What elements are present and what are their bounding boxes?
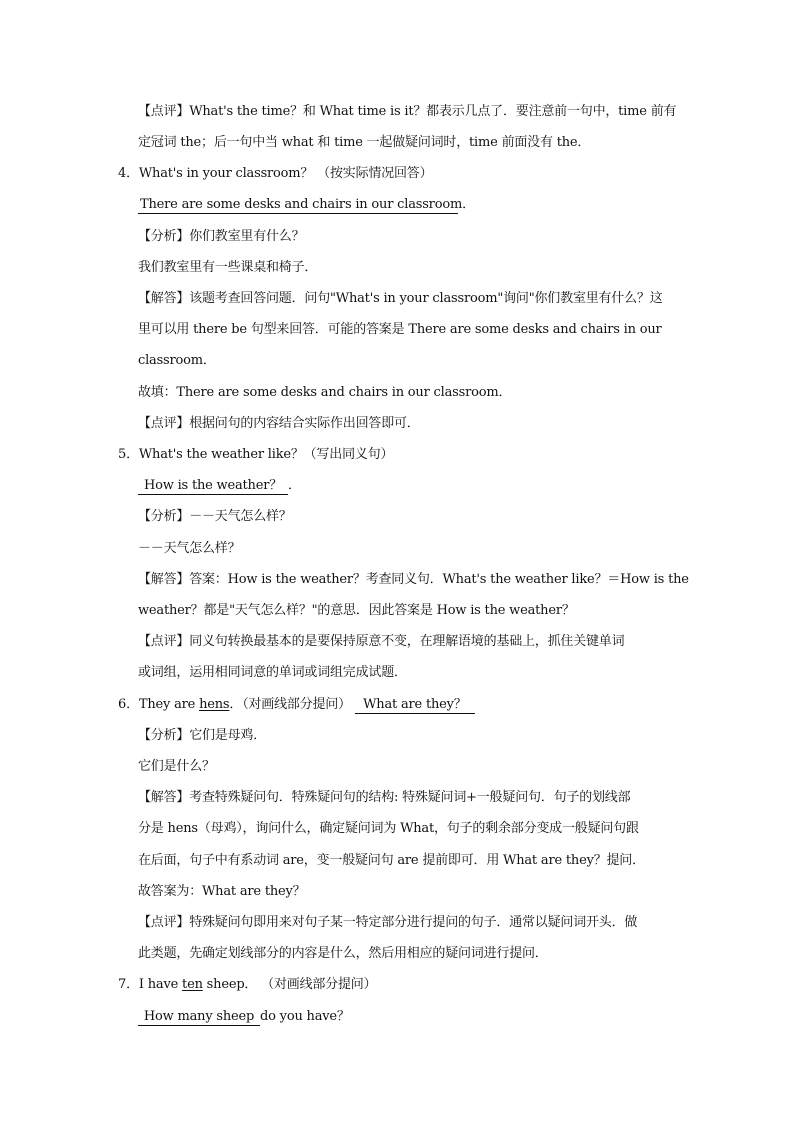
comment-line-cont: 或词组，运用相同词意的单词或词组完成试题． (138, 665, 407, 680)
analysis-line-cont: 我们教室里有一些课桌和椅子． (138, 260, 318, 275)
fill-answer: 故答案为：What are they？ (138, 884, 306, 899)
solution-line: 【解答】答案：How is the weather？考查同义句．What's the weather like？＝How is the (138, 572, 689, 587)
comment-line: 【点评】What's the time？和 What time is it？都表示几点了．要注意前一句中，time 前有 (138, 104, 677, 119)
answer-tail: do you have？ (260, 1009, 350, 1024)
question-5: 5．What's the weather like？（写出同义句） (118, 447, 394, 462)
underlined-word: ten (182, 977, 203, 992)
solution-line-cont: 在后面，句子中有系动词 are，变一般疑问句 are 提前即可．用 What are they？提问． (138, 853, 645, 868)
solution-line: 【解答】该题考查回答问题．问句"What's in your classroom"询问"你们教室里有什么？这 (138, 291, 663, 306)
question-4: 4．What's in your classroom？ （按实际情况回答） (118, 166, 433, 181)
question-text: 7．I have (118, 977, 183, 992)
solution-line-cont: classroom． (138, 353, 216, 368)
analysis-line-cont: 它们是什么？ (138, 759, 215, 774)
question-7 (118, 976, 376, 994)
comment-line-cont: 定冠词 the；后一句中当 what 和 time 一起做疑问词时，time 前面没有 the． (138, 135, 591, 150)
solution-line-cont: weather？都是"天气怎么样？"的意思．因此答案是 How is the weather？ (138, 603, 575, 618)
answer-blank: How many sheep (138, 1009, 260, 1026)
solution-line-cont: 分是 hens（母鸡），询问什么，确定疑问词为 What，句子的剩余部分变成一般疑问句跟 (138, 821, 639, 836)
analysis-line: 【分析】你们教室里有什么？ (138, 229, 305, 244)
question-text: 6．They are (118, 697, 200, 712)
solution-line-cont: 里可以用 there be 句型来回答．可能的答案是 There are some desks and chairs in our (138, 322, 662, 337)
underlined-word: hens (199, 697, 230, 712)
answer-blank: How is the weather？ (138, 478, 288, 495)
answer-blank: What are they？ (355, 697, 475, 714)
comment-line: 【点评】特殊疑问句即用来对句子某一特定部分进行提问的句子．通常以疑问词开头．做 (138, 915, 638, 930)
comment-line-cont: 此类题，先确定划线部分的内容是什么，然后用相应的疑问词进行提问． (138, 946, 548, 961)
solution-line: 【解答】考查特殊疑问句．特殊疑问句的结构: 特殊疑问词+一般疑问句．句子的划线部 (138, 790, 631, 805)
analysis-line-cont: －－天气怎么样？ (138, 541, 241, 556)
question-instruction: ．（对画线部分提问） (229, 697, 351, 712)
question-6 (118, 696, 475, 714)
fill-answer: 故填：There are some desks and chairs in our classroom． (138, 385, 512, 400)
answer-4 (138, 196, 475, 214)
answer-tail: ． (288, 478, 301, 493)
question-instruction: sheep． （对画线部分提问） (202, 977, 377, 992)
comment-line: 【点评】根据问句的内容结合实际作出回答即可． (138, 416, 420, 431)
answer-blank: There are some desks and chairs in our classroom． (140, 197, 475, 212)
answer-7 (138, 1008, 350, 1026)
analysis-line: 【分析】－－天气怎么样？ (138, 509, 292, 524)
answer-5 (138, 477, 301, 495)
analysis-line: 【分析】它们是母鸡． (138, 728, 267, 743)
comment-line: 【点评】同义句转换最基本的是要保持原意不变，在理解语境的基础上，抓住关键单词 (138, 634, 625, 649)
